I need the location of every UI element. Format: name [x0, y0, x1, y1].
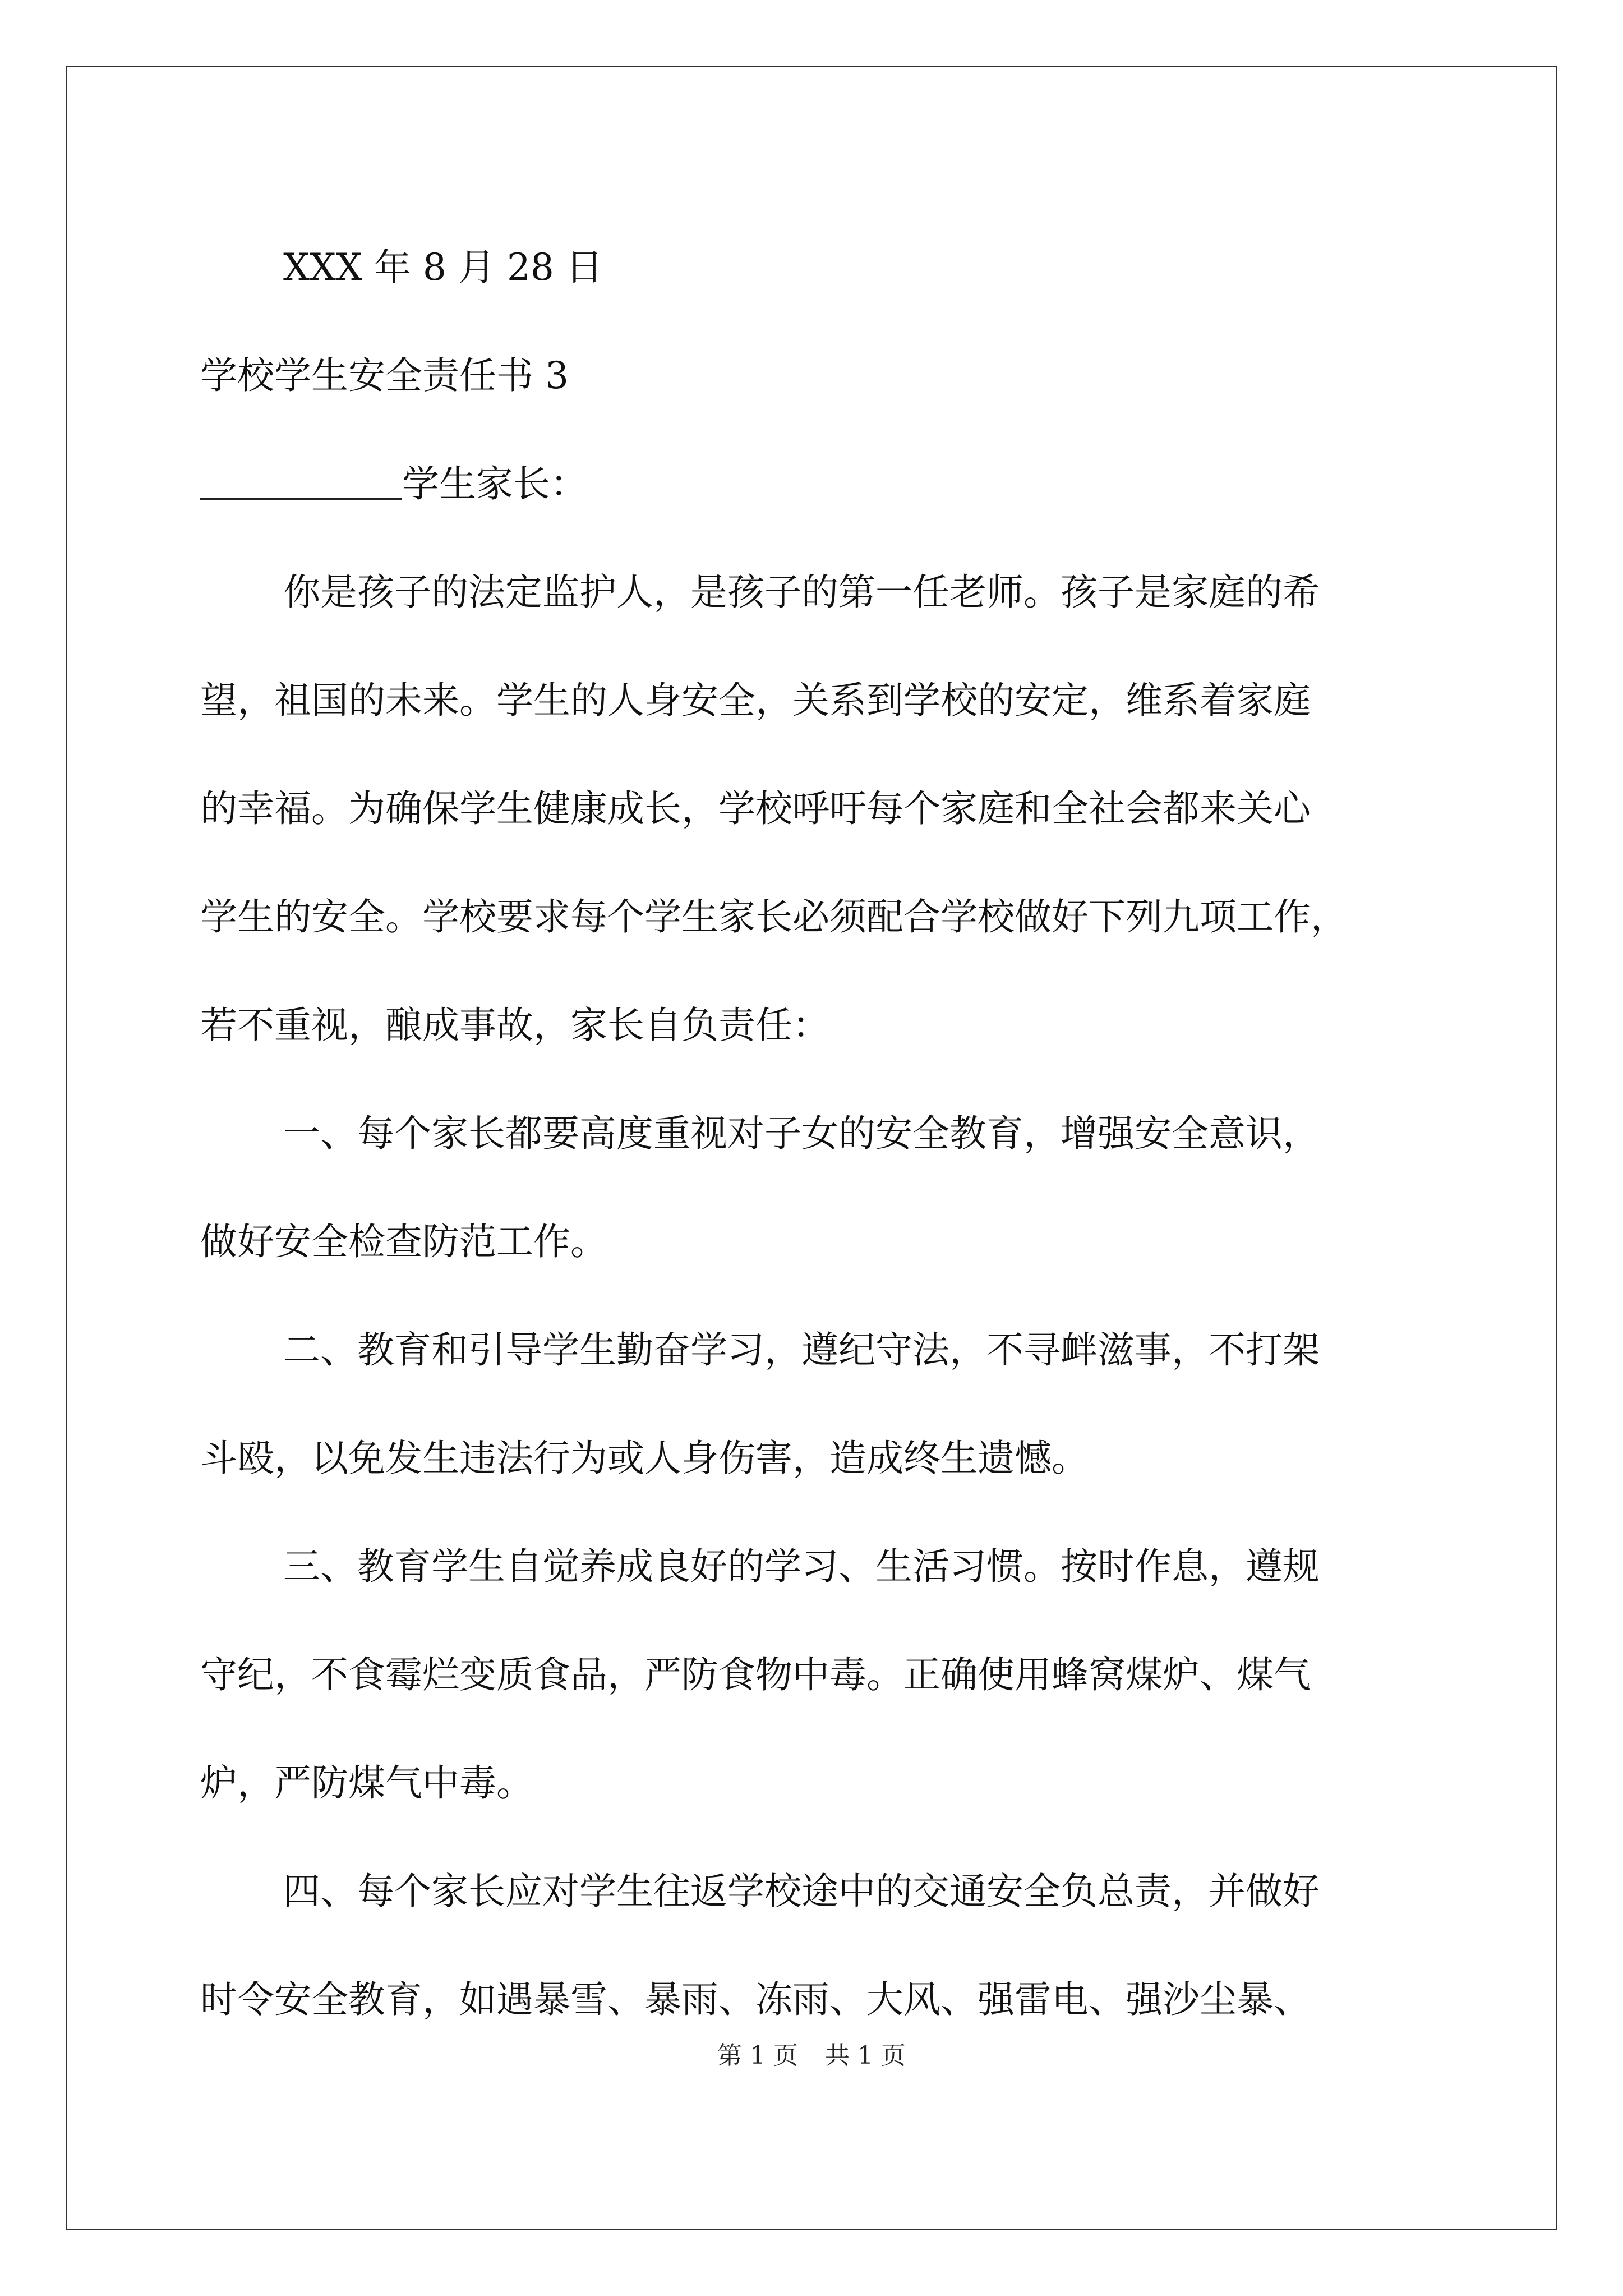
- body-line: 学生的安全。学校要求每个学生家长必须配合学校做好下列九项工作，: [200, 895, 1348, 938]
- body-line: 做好安全检查防范工作。: [200, 1220, 607, 1263]
- body-line: 守纪，不食霉烂变质食品，严防食物中毒。正确使用蜂窝煤炉、煤气: [200, 1653, 1311, 1696]
- name-blank: [200, 458, 402, 500]
- page-footer: [0, 2039, 1623, 2073]
- body-line: 若不重视，酿成事故，家长自负责任：: [200, 1004, 829, 1047]
- date-line: XXX 年 8 月 28 日: [283, 246, 603, 289]
- body-line: 四、每个家长应对学生往返学校途中的交通安全负总责，并做好: [283, 1870, 1320, 1913]
- body-line: 一、每个家长都要高度重视对子女的安全教育，增强安全意识，: [283, 1112, 1320, 1155]
- body-line: 斗殴，以免发生违法行为或人身伤害，造成终生遗憾。: [200, 1437, 1089, 1480]
- document-title: 学校学生安全责任书 3: [200, 354, 569, 397]
- body-line: 的幸福。为确保学生健康成长，学校呼吁每个家庭和全社会都来关心: [200, 787, 1311, 830]
- document-body: [200, 213, 1462, 2054]
- body-text: [200, 538, 1462, 2054]
- body-line: 你是孩子的法定监护人，是孩子的第一任老师。孩子是家庭的希: [283, 570, 1320, 614]
- page-total: 共 1 页: [825, 2041, 906, 2070]
- body-line: 时令安全教育，如遇暴雪、暴雨、冻雨、大风、强雷电、强沙尘暴、: [200, 1978, 1311, 2021]
- body-line: 炉，严防煤气中毒。: [200, 1761, 533, 1805]
- page-number: 第 1 页: [717, 2041, 798, 2070]
- salutation: [200, 430, 1462, 538]
- salutation-text: 学生家长：: [402, 462, 587, 505]
- body-line: 二、教育和引导学生勤奋学习，遵纪守法，不寻衅滋事，不打架: [283, 1328, 1320, 1372]
- body-line: 望，祖国的未来。学生的人身安全，关系到学校的安定，维系着家庭: [200, 679, 1311, 722]
- body-line: 三、教育学生自觉养成良好的学习、生活习惯。按时作息，遵规: [283, 1545, 1320, 1588]
